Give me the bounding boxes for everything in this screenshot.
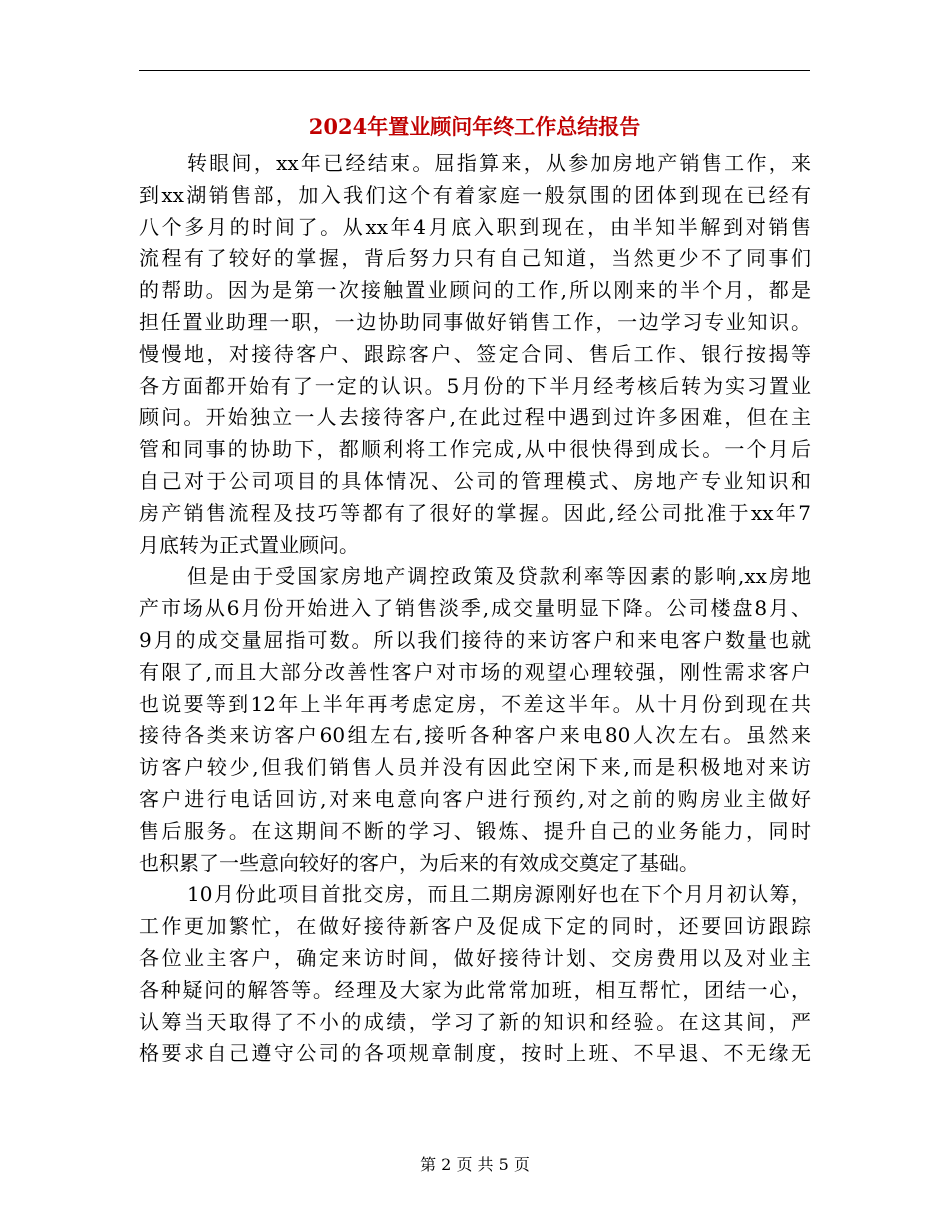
text-line: 顾问。开始独立一人去接待客户,在此过程中遇到过许多困难，但在主 — [139, 405, 811, 430]
text-line: 担任置业助理一职，一边协助同事做好销售工作，一边学习专业知识。 — [139, 309, 811, 334]
text-line: 但是由于受国家房地产调控政策及贷款利率等因素的影响,xx房地 — [187, 564, 811, 589]
text-line: 转眼间，xx年已经结束。屈指算来，从参加房地产销售工作，来 — [187, 151, 811, 175]
text-line: 到xx湖销售部，加入我们这个有着家庭一般氛围的团体到现在已经有 — [139, 182, 811, 207]
paragraph-2 — [139, 561, 811, 879]
text-line: 格要求自己遵守公司的各项规章制度，按时上班、不早退、不无缘无 — [139, 1041, 811, 1066]
text-line: 各种疑问的解答等。经理及大家为此常常加班，相互帮忙，团结一心， — [139, 977, 811, 1002]
document-body — [139, 148, 811, 1070]
paragraph-3 — [139, 879, 811, 1070]
text-line: 自己对于公司项目的具体情况、公司的管理模式、房地产专业知识和 — [139, 468, 811, 493]
document-title: 2024年置业顾问年终工作总结报告 — [308, 114, 641, 139]
text-line: 流程有了较好的掌握，背后努力只有自己知道，当然更少不了同事们 — [139, 246, 811, 271]
text-line: 10月份此项目首批交房，而且二期房源刚好也在下个月月初认筹， — [187, 882, 811, 907]
text-line: 也积累了一些意向较好的客户，为后来的有效成交奠定了基础。 — [139, 850, 699, 875]
text-line: 访客户较少,但我们销售人员并没有因此空闲下来,而是积极地对来访 — [139, 755, 811, 780]
text-line: 认筹当天取得了不小的成绩，学习了新的知识和经验。在这其间，严 — [139, 1009, 811, 1034]
text-line: 有限了,而且大部分改善性客户对市场的观望心理较强，刚性需求客户 — [139, 659, 811, 684]
text-line: 产市场从6月份开始进入了销售淡季,成交量明显下降。公司楼盘8月、 — [139, 596, 811, 621]
text-line: 9月的成交量屈指可数。所以我们接待的来访客户和来电客户数量也就 — [139, 627, 811, 652]
page-number: 第 2 页 共 5 页 — [420, 1155, 530, 1174]
text-line: 售后服务。在这期间不断的学习、锻炼、提升自己的业务能力，同时 — [139, 818, 811, 843]
header-rule — [139, 70, 810, 71]
text-line: 各方面都开始有了一定的认识。5月份的下半月经考核后转为实习置业 — [139, 373, 811, 398]
text-line: 也说要等到12年上半年再考虑定房，不差这半年。从十月份到现在共 — [139, 691, 811, 716]
text-line: 工作更加繁忙，在做好接待新客户及促成下定的同时，还要回访跟踪 — [139, 914, 811, 939]
text-line: 月底转为正式置业顾问。 — [139, 532, 359, 557]
paragraph-1 — [139, 148, 811, 561]
text-line: 的帮助。因为是第一次接触置业顾问的工作,所以刚来的半个月，都是 — [139, 278, 811, 303]
text-line: 房产销售流程及技巧等都有了很好的掌握。因此,经公司批准于xx年7 — [139, 500, 811, 525]
text-line: 接待各类来访客户60组左右,接听各种客户来电80人次左右。虽然来 — [139, 723, 811, 748]
text-line: 管和同事的协助下，都顺利将工作完成,从中很快得到成长。一个月后 — [139, 437, 811, 462]
text-line: 八个多月的时间了。从xx年4月底入职到现在，由半知半解到对销售 — [139, 214, 811, 239]
text-line: 客户进行电话回访,对来电意向客户进行预约,对之前的购房业主做好 — [139, 786, 811, 811]
text-line: 各位业主客户，确定来访时间，做好接待计划、交房费用以及对业主 — [139, 945, 811, 970]
text-line: 慢慢地，对接待客户、跟踪客户、签定合同、售后工作、银行按揭等 — [139, 341, 811, 366]
